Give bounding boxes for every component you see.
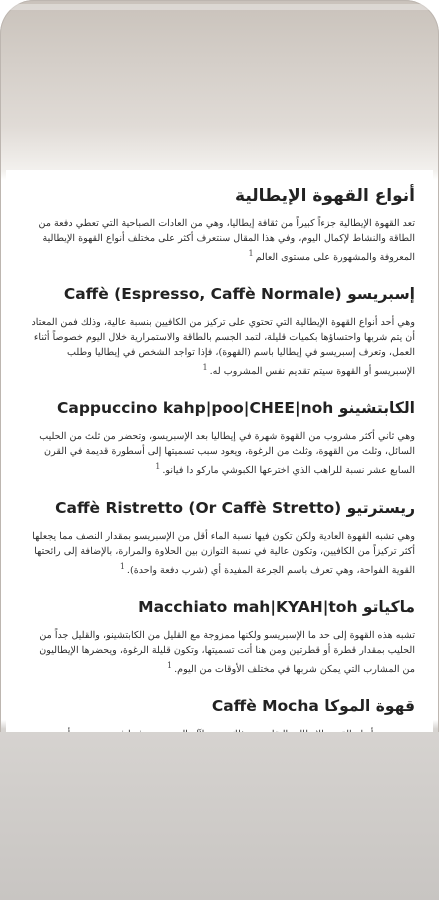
- intro-text: تعد القهوة الإيطالية جزءاً كبيراً من ثقافة إيطاليا، وهي من العادات الصباحية التي تعطي دفعة من الطاقة والنشاط لإكمال اليوم، وفي هذا المقال سنتعرف أكثر على مختلف أنواع القهوة الإيطالية المعروفة والمشهورة على مستوى العالم: [38, 218, 415, 264]
- article-content: [6, 170, 433, 792]
- reference-marker[interactable]: 1: [202, 363, 208, 373]
- section-heading-mocha: قهوة الموكا Caffè Mocha: [211, 696, 415, 715]
- section-heading-espresso: إسبريسو Caffè (Espresso, Caffè Normale): [63, 285, 415, 304]
- section-heading-ristretto: ريسترتيو Caffè Ristretto (Or Caffè Stretto): [55, 498, 415, 517]
- reference-marker[interactable]: 1: [166, 660, 173, 670]
- section-heading-cappuccino: الكابتشينو Cappuccino kahp|poo|CHEE|noh: [57, 399, 415, 418]
- reference-marker[interactable]: 1: [119, 561, 125, 571]
- section-text: وهي أحد أنواع القهوة الإيطالية التي تحتوي على تركيز من الكافيين بنسبة عالية، وذلك فمن المعتاد أن يتم شربها واحتساؤها بكميات قليلة، لتمد الجسم بالطاقة والاستمرارية خلال اليوم خصوصاً أثناء العمل، وتعرف إسبريسو في إيطاليا باسم (القهوة)، فإذا تواجد الشخص في إيطاليا وطلب الإسبريسو أو القهوة سيتم تقديم نفس المشروب له.: [31, 317, 415, 378]
- section-paragraph-espresso: [28, 315, 415, 379]
- section-heading-macchiato: ماكياتو Macchiato mah|KYAH|toh: [138, 597, 415, 616]
- reference-marker[interactable]: 1: [155, 462, 161, 472]
- intro-paragraph: [28, 216, 415, 265]
- article-card: [6, 170, 433, 732]
- section-text: وهي ثاني أكثر مشروب من القهوة شهرة في إيطاليا بعد الإسبريسو، وتحضر من ثلث من الحليب السائل، وثلث من القهوة، وثلث من الرغوة، ويعود سبب تسميتها إلى أسطورة قديمة في القرن السابع عشر نسبة للراهب الذي اخترعها الكبوشي ماركو دا فيانو.: [39, 431, 415, 477]
- section-text: وهي تشبه القهوة العادية ولكن تكون فيها نسبة الماء أقل من الإسبريسو بمقدار النصف مما يجعلها أكثر تركيزاً من الكافيين، وتكون عالية في نسبة التوازن بين الحلاوة والمرارة، بالإضافة إلى رائحتها القوية الفواحة، وهي تعرف باسم الجرعة المفيدة أي (شرب دفعة واحدة).: [32, 530, 415, 576]
- section-paragraph-macchiato: [28, 628, 415, 677]
- section-text: تشبه هذه القهوة إلى حد ما الإسبريسو ولكنها ممزوجة مع القليل من الكابتشينو، والقليل جداً من الحليب بمقدار قطرة أو قطرتين ومن هنا أتت تسميتها، وتكون قليلة الرغوة، ويحضرها الإيطاليون من المشارب التي يمكن شربها في مختلف الأوقات من اليوم.: [39, 629, 415, 675]
- section-paragraph-cappuccino: [28, 429, 415, 478]
- page-title: أنواع القهوة الإيطالية: [235, 186, 415, 206]
- section-paragraph-ristretto: [28, 529, 415, 578]
- reference-marker[interactable]: 1: [248, 249, 254, 258]
- bottom-overlay: [0, 732, 439, 900]
